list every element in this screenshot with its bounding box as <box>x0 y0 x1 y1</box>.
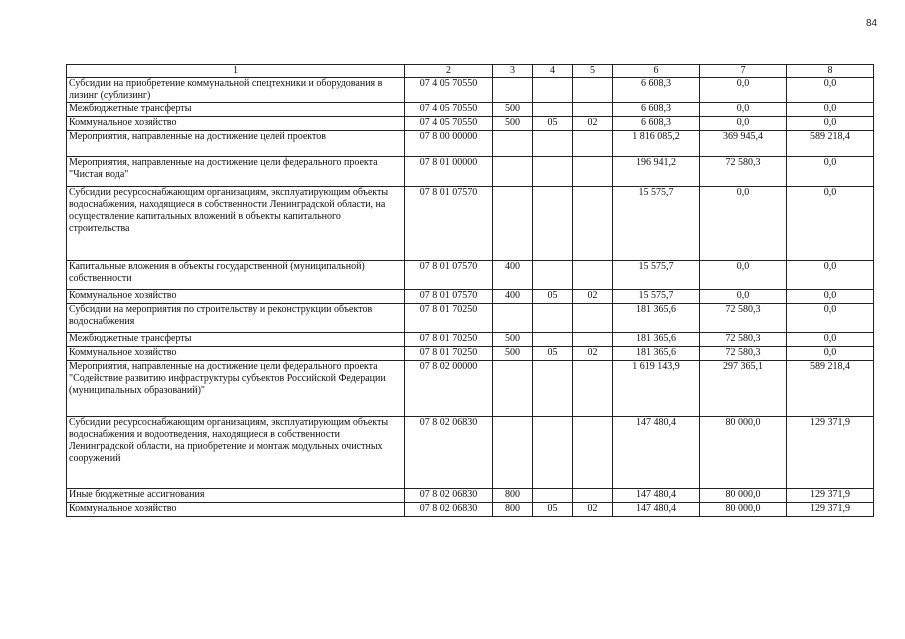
row-expense-type: 500 <box>493 333 533 347</box>
row-code: 07 8 01 70250 <box>405 333 493 347</box>
row-amount-col6: 6 608,3 <box>613 78 700 103</box>
budget-table <box>66 64 874 517</box>
row-code: 07 8 01 00000 <box>405 157 493 187</box>
row-name: Межбюджетные трансферты <box>67 103 405 117</box>
row-code: 07 8 02 06830 <box>405 503 493 517</box>
row-amount-col6: 196 941,2 <box>613 157 700 187</box>
row-amount-col7: 72 580,3 <box>700 347 787 361</box>
column-header: 4 <box>533 65 573 78</box>
row-amount-col8: 0,0 <box>787 261 874 290</box>
row-amount-col6: 6 608,3 <box>613 103 700 117</box>
row-expense-type: 500 <box>493 117 533 131</box>
row-expense-type: 400 <box>493 290 533 304</box>
column-header: 8 <box>787 65 874 78</box>
row-amount-col7: 0,0 <box>700 290 787 304</box>
row-expense-type: 800 <box>493 489 533 503</box>
row-expense-type <box>493 131 533 157</box>
row-amount-col8: 0,0 <box>787 333 874 347</box>
row-name: Коммунальное хозяйство <box>67 290 405 304</box>
row-amount-col7: 80 000,0 <box>700 503 787 517</box>
row-amount-col6: 147 480,4 <box>613 417 700 489</box>
row-expense-type <box>493 157 533 187</box>
row-amount-col8: 589 218,4 <box>787 131 874 157</box>
row-section: 05 <box>533 290 573 304</box>
row-amount-col7: 80 000,0 <box>700 417 787 489</box>
table-row <box>67 361 874 417</box>
table-row <box>67 417 874 489</box>
row-subsection <box>573 361 613 417</box>
row-amount-col6: 1 619 143,9 <box>613 361 700 417</box>
row-subsection <box>573 131 613 157</box>
table-row <box>67 347 874 361</box>
column-header: 2 <box>405 65 493 78</box>
column-header: 5 <box>573 65 613 78</box>
row-amount-col7: 72 580,3 <box>700 304 787 333</box>
table-row <box>67 157 874 187</box>
table-row <box>67 117 874 131</box>
row-subsection: 02 <box>573 117 613 131</box>
row-amount-col6: 6 608,3 <box>613 117 700 131</box>
row-code: 07 8 00 00000 <box>405 131 493 157</box>
row-amount-col8: 129 371,9 <box>787 489 874 503</box>
row-amount-col6: 1 816 085,2 <box>613 131 700 157</box>
row-section: 05 <box>533 117 573 131</box>
row-code: 07 8 02 06830 <box>405 417 493 489</box>
column-header: 3 <box>493 65 533 78</box>
row-subsection <box>573 187 613 261</box>
row-code: 07 8 01 07570 <box>405 261 493 290</box>
row-section <box>533 103 573 117</box>
row-amount-col6: 181 365,6 <box>613 304 700 333</box>
row-code: 07 4 05 70550 <box>405 78 493 103</box>
row-name: Коммунальное хозяйство <box>67 503 405 517</box>
row-section <box>533 131 573 157</box>
page-number: 84 <box>866 18 878 29</box>
row-expense-type <box>493 304 533 333</box>
row-name: Коммунальное хозяйство <box>67 347 405 361</box>
row-name: Мероприятия, направленные на достижение цели федерального проекта "Содействие развитию инфраструктуры субъектов Российской Федерации (муниципальных образований)" <box>67 361 405 417</box>
row-amount-col8: 0,0 <box>787 290 874 304</box>
row-subsection <box>573 333 613 347</box>
row-subsection <box>573 304 613 333</box>
row-amount-col8: 129 371,9 <box>787 417 874 489</box>
row-subsection <box>573 489 613 503</box>
row-code: 07 8 02 00000 <box>405 361 493 417</box>
row-subsection: 02 <box>573 503 613 517</box>
row-amount-col7: 297 365,1 <box>700 361 787 417</box>
row-amount-col8: 0,0 <box>787 157 874 187</box>
row-expense-type <box>493 361 533 417</box>
table-row <box>67 78 874 103</box>
column-header: 7 <box>700 65 787 78</box>
table-row <box>67 290 874 304</box>
row-amount-col6: 15 575,7 <box>613 290 700 304</box>
row-section <box>533 361 573 417</box>
row-code: 07 4 05 70550 <box>405 117 493 131</box>
row-code: 07 8 01 07570 <box>405 187 493 261</box>
row-amount-col7: 0,0 <box>700 78 787 103</box>
table-row <box>67 103 874 117</box>
row-amount-col7: 0,0 <box>700 261 787 290</box>
row-section <box>533 417 573 489</box>
row-amount-col8: 129 371,9 <box>787 503 874 517</box>
row-name: Мероприятия, направленные на достижение целей проектов <box>67 131 405 157</box>
row-subsection <box>573 103 613 117</box>
table-row <box>67 131 874 157</box>
row-section <box>533 78 573 103</box>
row-amount-col6: 181 365,6 <box>613 347 700 361</box>
row-name: Субсидии ресурсоснабжающим организациям, эксплуатирующим объекты водоснабжения и водоотведения, находящиеся в собственности Ленинградской области, на приобретение и монтаж модульных очистных сооружений <box>67 417 405 489</box>
row-name: Субсидии на мероприятия по строительству и реконструкции объектов водоснабжения <box>67 304 405 333</box>
row-name: Межбюджетные трансферты <box>67 333 405 347</box>
row-amount-col8: 0,0 <box>787 117 874 131</box>
row-subsection: 02 <box>573 347 613 361</box>
row-expense-type <box>493 187 533 261</box>
row-amount-col6: 181 365,6 <box>613 333 700 347</box>
row-name: Мероприятия, направленные на достижение цели федерального проекта "Чистая вода" <box>67 157 405 187</box>
table-row <box>67 489 874 503</box>
row-code: 07 4 05 70550 <box>405 103 493 117</box>
row-name: Субсидии на приобретение коммунальной спецтехники и оборудования в лизинг (сублизинг) <box>67 78 405 103</box>
table-header-row <box>67 65 874 78</box>
row-code: 07 8 02 06830 <box>405 489 493 503</box>
row-expense-type: 500 <box>493 347 533 361</box>
row-expense-type <box>493 417 533 489</box>
table-row <box>67 503 874 517</box>
row-subsection <box>573 261 613 290</box>
row-section <box>533 304 573 333</box>
row-name: Коммунальное хозяйство <box>67 117 405 131</box>
row-amount-col7: 80 000,0 <box>700 489 787 503</box>
column-header: 6 <box>613 65 700 78</box>
row-subsection <box>573 417 613 489</box>
row-section: 05 <box>533 347 573 361</box>
row-name: Капитальные вложения в объекты государственной (муниципальной) собственности <box>67 261 405 290</box>
row-code: 07 8 01 70250 <box>405 347 493 361</box>
row-amount-col6: 15 575,7 <box>613 187 700 261</box>
table-row <box>67 333 874 347</box>
row-subsection <box>573 157 613 187</box>
row-name: Иные бюджетные ассигнования <box>67 489 405 503</box>
row-subsection: 02 <box>573 290 613 304</box>
row-code: 07 8 01 70250 <box>405 304 493 333</box>
row-amount-col8: 0,0 <box>787 187 874 261</box>
row-amount-col6: 147 480,4 <box>613 503 700 517</box>
row-amount-col7: 72 580,3 <box>700 333 787 347</box>
row-section <box>533 333 573 347</box>
row-code: 07 8 01 07570 <box>405 290 493 304</box>
row-amount-col7: 0,0 <box>700 117 787 131</box>
row-amount-col7: 369 945,4 <box>700 131 787 157</box>
row-expense-type: 500 <box>493 103 533 117</box>
row-amount-col6: 15 575,7 <box>613 261 700 290</box>
row-section <box>533 489 573 503</box>
table-row <box>67 187 874 261</box>
row-amount-col8: 0,0 <box>787 304 874 333</box>
row-amount-col8: 589 218,4 <box>787 361 874 417</box>
row-section <box>533 157 573 187</box>
row-amount-col8: 0,0 <box>787 103 874 117</box>
table-row <box>67 304 874 333</box>
row-amount-col8: 0,0 <box>787 347 874 361</box>
row-amount-col8: 0,0 <box>787 78 874 103</box>
row-expense-type: 800 <box>493 503 533 517</box>
row-section <box>533 187 573 261</box>
row-amount-col7: 72 580,3 <box>700 157 787 187</box>
row-subsection <box>573 78 613 103</box>
row-section <box>533 261 573 290</box>
row-amount-col7: 0,0 <box>700 187 787 261</box>
row-expense-type: 400 <box>493 261 533 290</box>
row-section: 05 <box>533 503 573 517</box>
column-header: 1 <box>67 65 405 78</box>
row-name: Субсидии ресурсоснабжающим организациям, эксплуатирующим объекты водоснабжения, находящиеся в собственности Ленинградской области, на осуществление капитальных вложений в объекты капитального строительства <box>67 187 405 261</box>
row-amount-col6: 147 480,4 <box>613 489 700 503</box>
row-amount-col7: 0,0 <box>700 103 787 117</box>
row-expense-type <box>493 78 533 103</box>
table-row <box>67 261 874 290</box>
